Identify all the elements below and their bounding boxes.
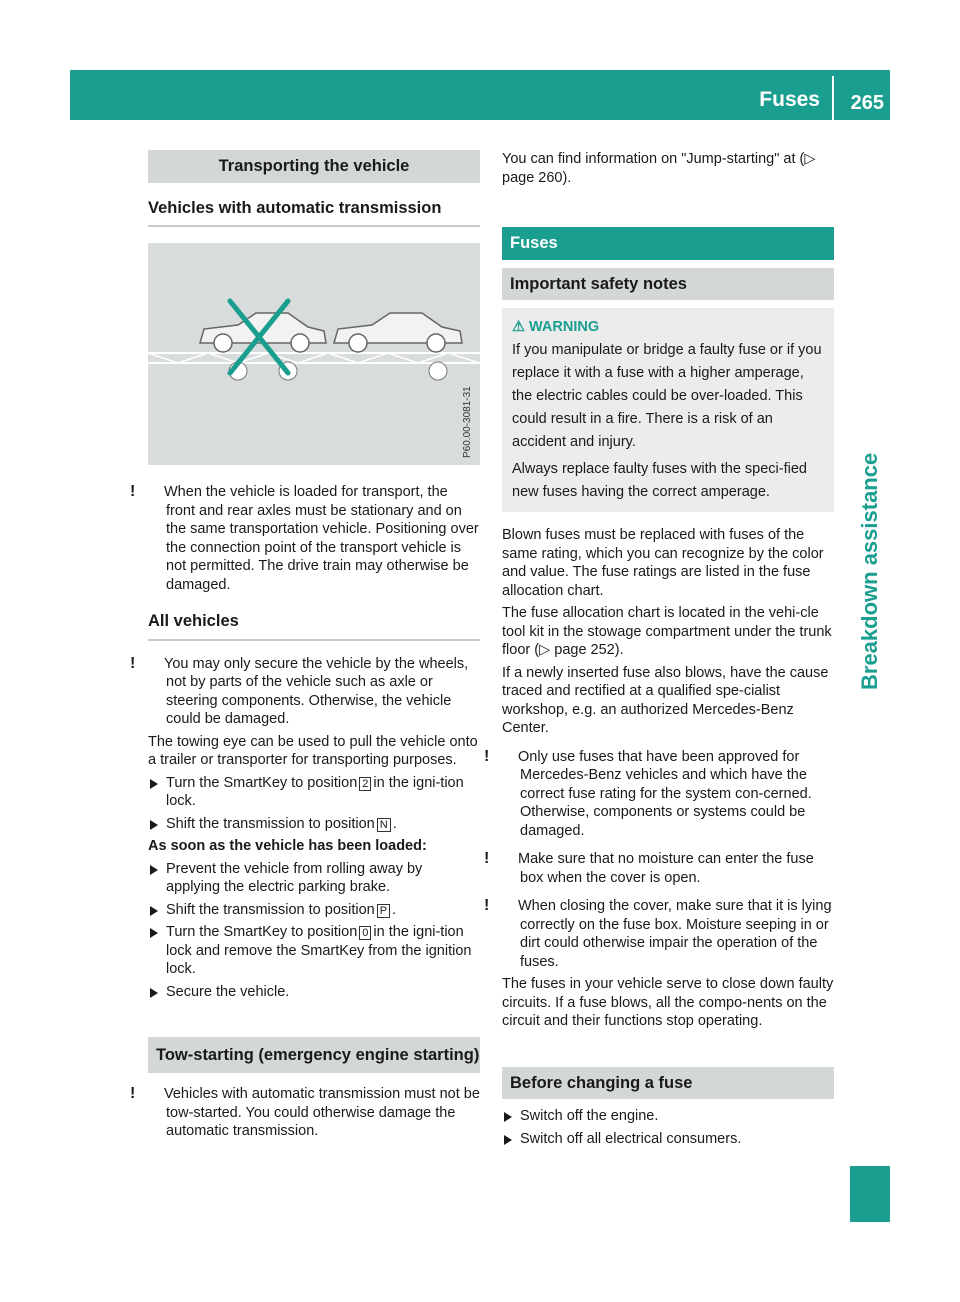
side-tab-marker [850,1166,890,1222]
note-cover: ! When closing the cover, make sure that it is lying correctly on the fuse box. Moisture seeping in or dirt could otherwise impair the operation of the fuses. [484,897,832,970]
heading-tow-starting: Tow-starting (emergency engine starting) [148,1037,480,1073]
warning-text-1: If you manipulate or bridge a faulty fuse or if you replace it with a fuse with a higher amperage, the electric cables could be over-loaded. This could result in a fire. There is a risk of an accident and injury. [512,342,822,450]
warning-header: ⚠ WARNING [512,319,600,335]
warning-triangle-icon: ⚠ [512,319,525,335]
right-column [484,150,834,1148]
heading-loaded: As soon as the vehicle has been loaded: [148,838,427,854]
caution-icon: ! [484,897,490,914]
note-transport [130,483,480,594]
note-moisture: ! Make sure that no moisture can enter the fuse box when the cover is open. [484,850,814,886]
side-tab [850,452,890,690]
step-engine-off: Switch off the engine. [502,1107,834,1126]
warning-text-2: Always replace faulty fuses with the speci-fied new fuses having the correct amperage. [512,461,807,500]
note-tow-text: Vehicles with automatic transmission must not be tow-started. You could otherwise damage the automatic transmission. [164,1086,480,1139]
section-title: Fuses [759,88,820,111]
heading-all-vehicles: All vehicles [148,612,480,641]
note-secure [130,654,480,729]
page-ref-arrow-icon: ▷ [804,151,816,167]
step-parking-brake: Prevent the vehicle from rolling away by applying the electric parking brake. [148,860,480,897]
page-ref-arrow-icon: ▷ [539,642,551,658]
heading-before-changing: Before changing a fuse [502,1067,834,1100]
step-shift-n: Shift the transmission to position N . [148,815,480,834]
warning-box [502,308,834,512]
caution-icon: ! [130,1085,136,1102]
heading-fuses: Fuses [502,227,834,260]
note-transport-text: When the vehicle is loaded for transport, the front and rear axles must be stationary and on the same transportation vehicle. Positioning over the connection point of the transport vehicle is not permitted. The drive train may otherwise be damaged. [164,484,479,593]
para-blown-fuses: Blown fuses must be replaced with fuses of the same rating, which you can recognize by the color and value. The fuse ratings are listed in the fuse allocation chart. [502,527,824,599]
note-secure-text: You may only secure the vehicle by the wheels, not by parts of the vehicle such as axle or steering components. Otherwise, the vehicle could be damaged. [164,655,469,727]
para-allocation-chart: The fuse allocation chart is located in the vehi-cle tool kit in the stowage compartment under the trunk floor (▷ page 252). [502,605,832,658]
header-separator [832,76,834,120]
key-position-n: N [377,818,391,832]
caution-icon: ! [484,747,490,765]
heading-automatic: Vehicles with automatic transmission [148,199,480,228]
figure-code: P60.00-3081-31 [462,386,473,458]
note-approved-fuses: ! Only use fuses that have been approved for Mercedes-Benz vehicles and which have the correct fuse rating for the system con-cerned. Otherwise, components or systems could be damaged. [484,747,812,839]
step-consumers-off: Switch off all electrical consumers. [502,1130,834,1149]
step-smartkey-2: Turn the SmartKey to position 2 in the igni-tion lock. [148,774,480,811]
note-tow-start [130,1085,480,1141]
heading-safety-notes: Important safety notes [502,268,834,301]
left-column [130,150,480,1141]
page-number: 265 [850,92,884,114]
header-bar [70,70,890,120]
step-shift-p: Shift the transmission to position P . [148,901,480,920]
caution-icon: ! [130,483,136,500]
key-position-2: 2 [359,777,371,791]
para-fuse-function: The fuses in your vehicle serve to close down faulty circuits. If a fuse blows, all the compo-nents on the circuit and their functions stop operating. [502,976,834,1029]
caution-icon: ! [484,850,490,867]
transport-illustration [148,243,480,465]
para-towing-eye: The towing eye can be used to pull the vehicle onto a trailer or transporter for transporting purposes. [148,733,478,768]
para-workshop: If a newly inserted fuse also blows, have the cause traced and rectified at a qualified spe-cialist workshop, e.g. an authorized Mercedes-Benz Center. [502,664,829,736]
step-smartkey-0: Turn the SmartKey to position 0 in the igni-tion lock and remove the SmartKey from the ignition lock. [148,923,480,979]
para-jump-start: You can find information on "Jump-starting" at (▷ page 260). [502,151,816,186]
key-position-p: P [377,904,390,918]
step-secure-vehicle: Secure the vehicle. [148,983,480,1002]
caution-icon: ! [130,654,136,672]
heading-transporting: Transporting the vehicle [148,150,480,183]
transport-figure [148,243,480,465]
side-tab-label: Breakdown assistance [857,452,882,690]
key-position-0: 0 [359,926,371,940]
